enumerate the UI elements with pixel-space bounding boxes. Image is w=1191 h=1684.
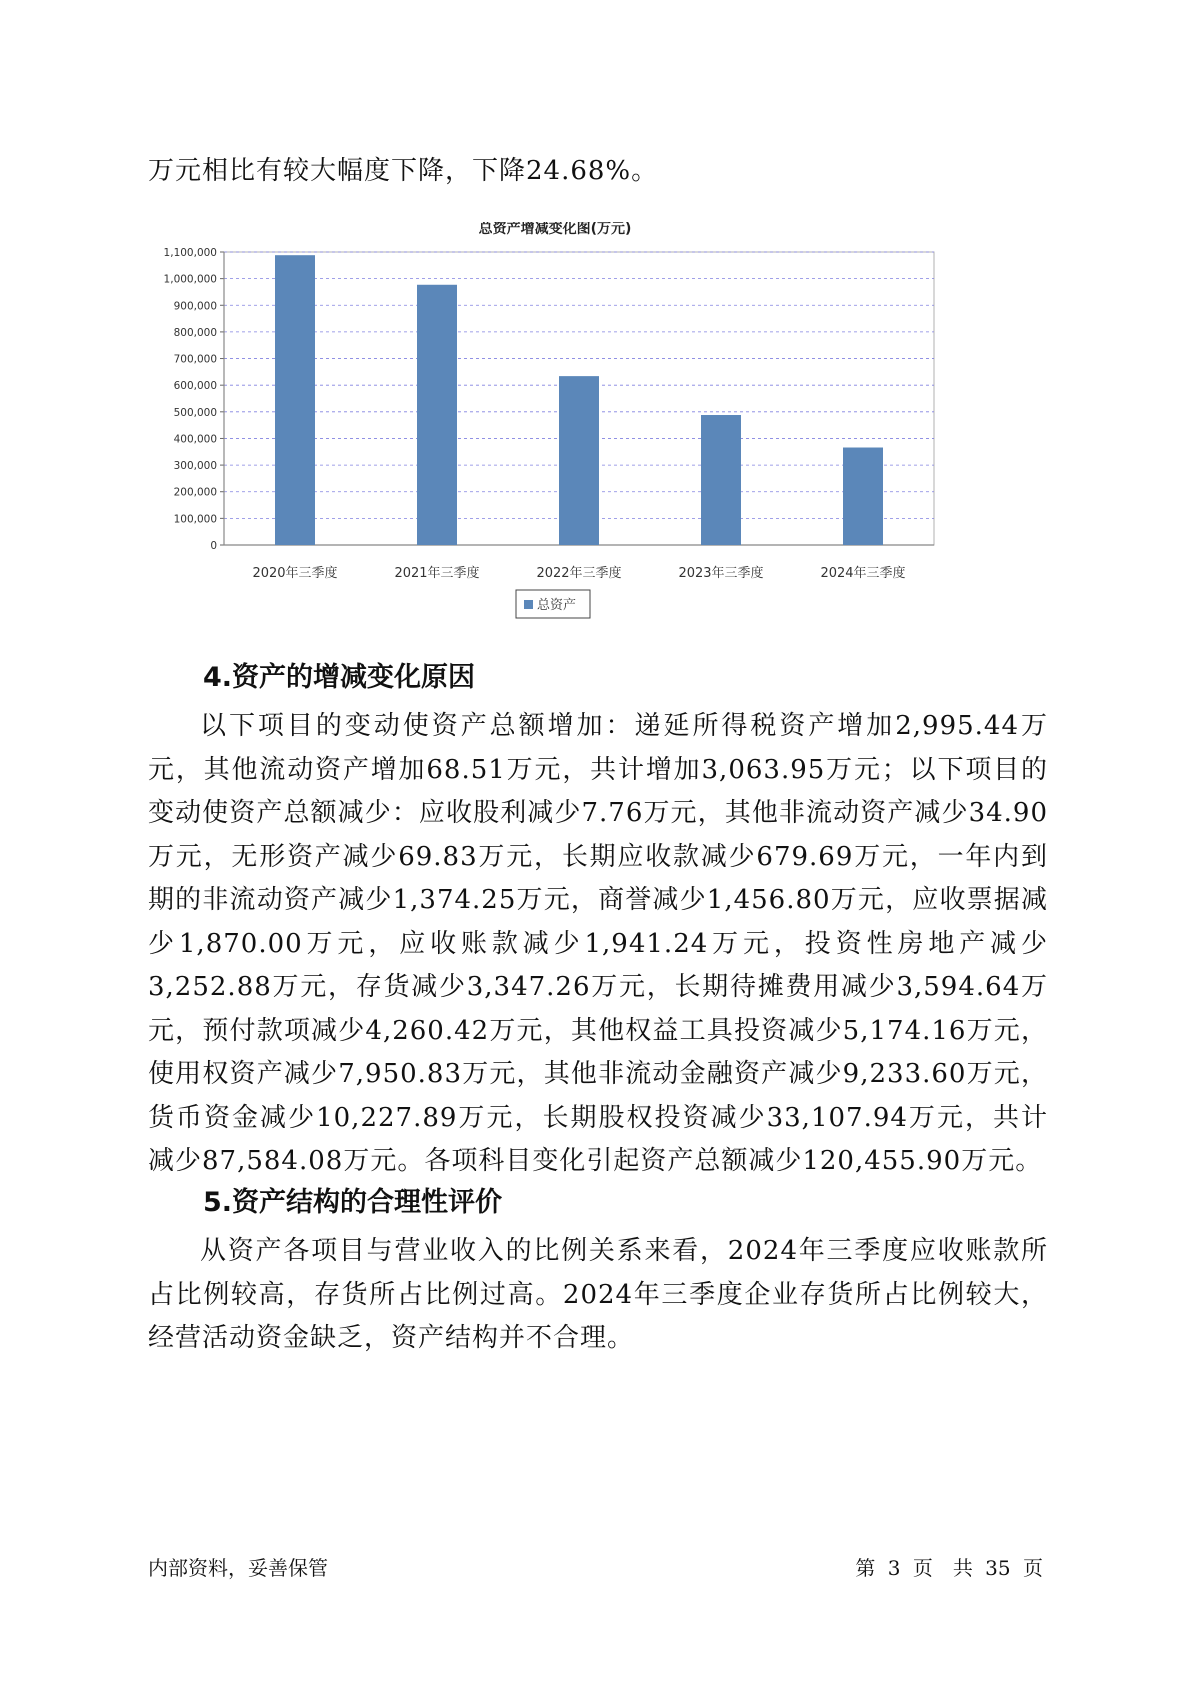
y-tick-label: 300,000 — [173, 460, 217, 473]
y-tick-label: 700,000 — [173, 353, 217, 366]
section-5-body: 从资产各项目与营业收入的比例关系来看，2024年三季度应收账款所占比例较高，存货所占比例过高。2024年三季度企业存货所占比例较大，经营活动资金缺乏，资产结构并不合理。 — [148, 1236, 1048, 1353]
legend-label: 总资产 — [537, 598, 577, 613]
x-tick-label: 2022年三季度 — [536, 566, 622, 581]
y-tick-label: 900,000 — [173, 300, 217, 313]
y-tick-label: 100,000 — [173, 513, 217, 526]
y-tick-label: 800,000 — [173, 326, 217, 339]
chart-title: 总资产增减变化图(万元) — [478, 222, 632, 237]
total-assets-bar-chart — [160, 222, 950, 632]
legend-swatch — [524, 600, 533, 609]
bar — [417, 285, 457, 545]
y-tick-label: 400,000 — [173, 433, 217, 446]
bar — [275, 255, 315, 545]
y-tick-label: 500,000 — [173, 406, 217, 419]
y-tick-label: 200,000 — [173, 486, 217, 499]
x-tick-label: 2023年三季度 — [678, 566, 764, 581]
bar — [559, 376, 599, 545]
footer-page-number: 第 3 页 共 35 页 — [855, 1556, 1043, 1580]
y-tick-label: 0 — [210, 540, 217, 552]
x-tick-label: 2024年三季度 — [820, 566, 906, 581]
section-5-heading: 5.资产结构的合理性评价 — [203, 1187, 503, 1218]
y-tick-label: 1,000,000 — [163, 273, 217, 286]
bar — [701, 415, 741, 545]
y-tick-label: 600,000 — [173, 380, 217, 393]
intro-paragraph: 万元相比有较大幅度下降，下降24.68%。 — [148, 156, 659, 186]
section-4-heading: 4.资产的增减变化原因 — [203, 662, 476, 693]
bar — [843, 448, 883, 545]
x-tick-label: 2021年三季度 — [394, 566, 480, 581]
x-tick-label: 2020年三季度 — [252, 566, 338, 581]
section-4-body: 以下项目的变动使资产总额增加：递延所得税资产增加2,995.44万元，其他流动资产增加68.51万元，共计增加3,063.95万元；以下项目的变动使资产总额减少：应收股利减少7.76万元，其他非流动资产减少34.90万元，无形资产减少69.83万元，长期应收款减少679.69万元，一年内到期的非流动资产减少1,374.25万元，商誉减少1,456.80万元，应收票据减少1,870.00万元，应收账款减少1,941.24万元，投资性房地产减少3,252.88万元，存货减少3,347.26万元，长期待摊费用减少3,594.64万元，预付款项减少4,260.42万元，其他权益工具投资减少5,174.16万元，使用权资产减少7,950.83万元，其他非流动金融资产减少9,233.60万元，货币资金减少10,227.89万元，长期股权投资减少33,107.94万元，共计减少87,584.08万元。各项科目变化引起资产总额减少120,455.90万元。 — [148, 711, 1048, 1176]
y-tick-label: 1,100,000 — [163, 247, 217, 259]
footer-confidential-note: 内部资料，妥善保管 — [148, 1556, 328, 1580]
